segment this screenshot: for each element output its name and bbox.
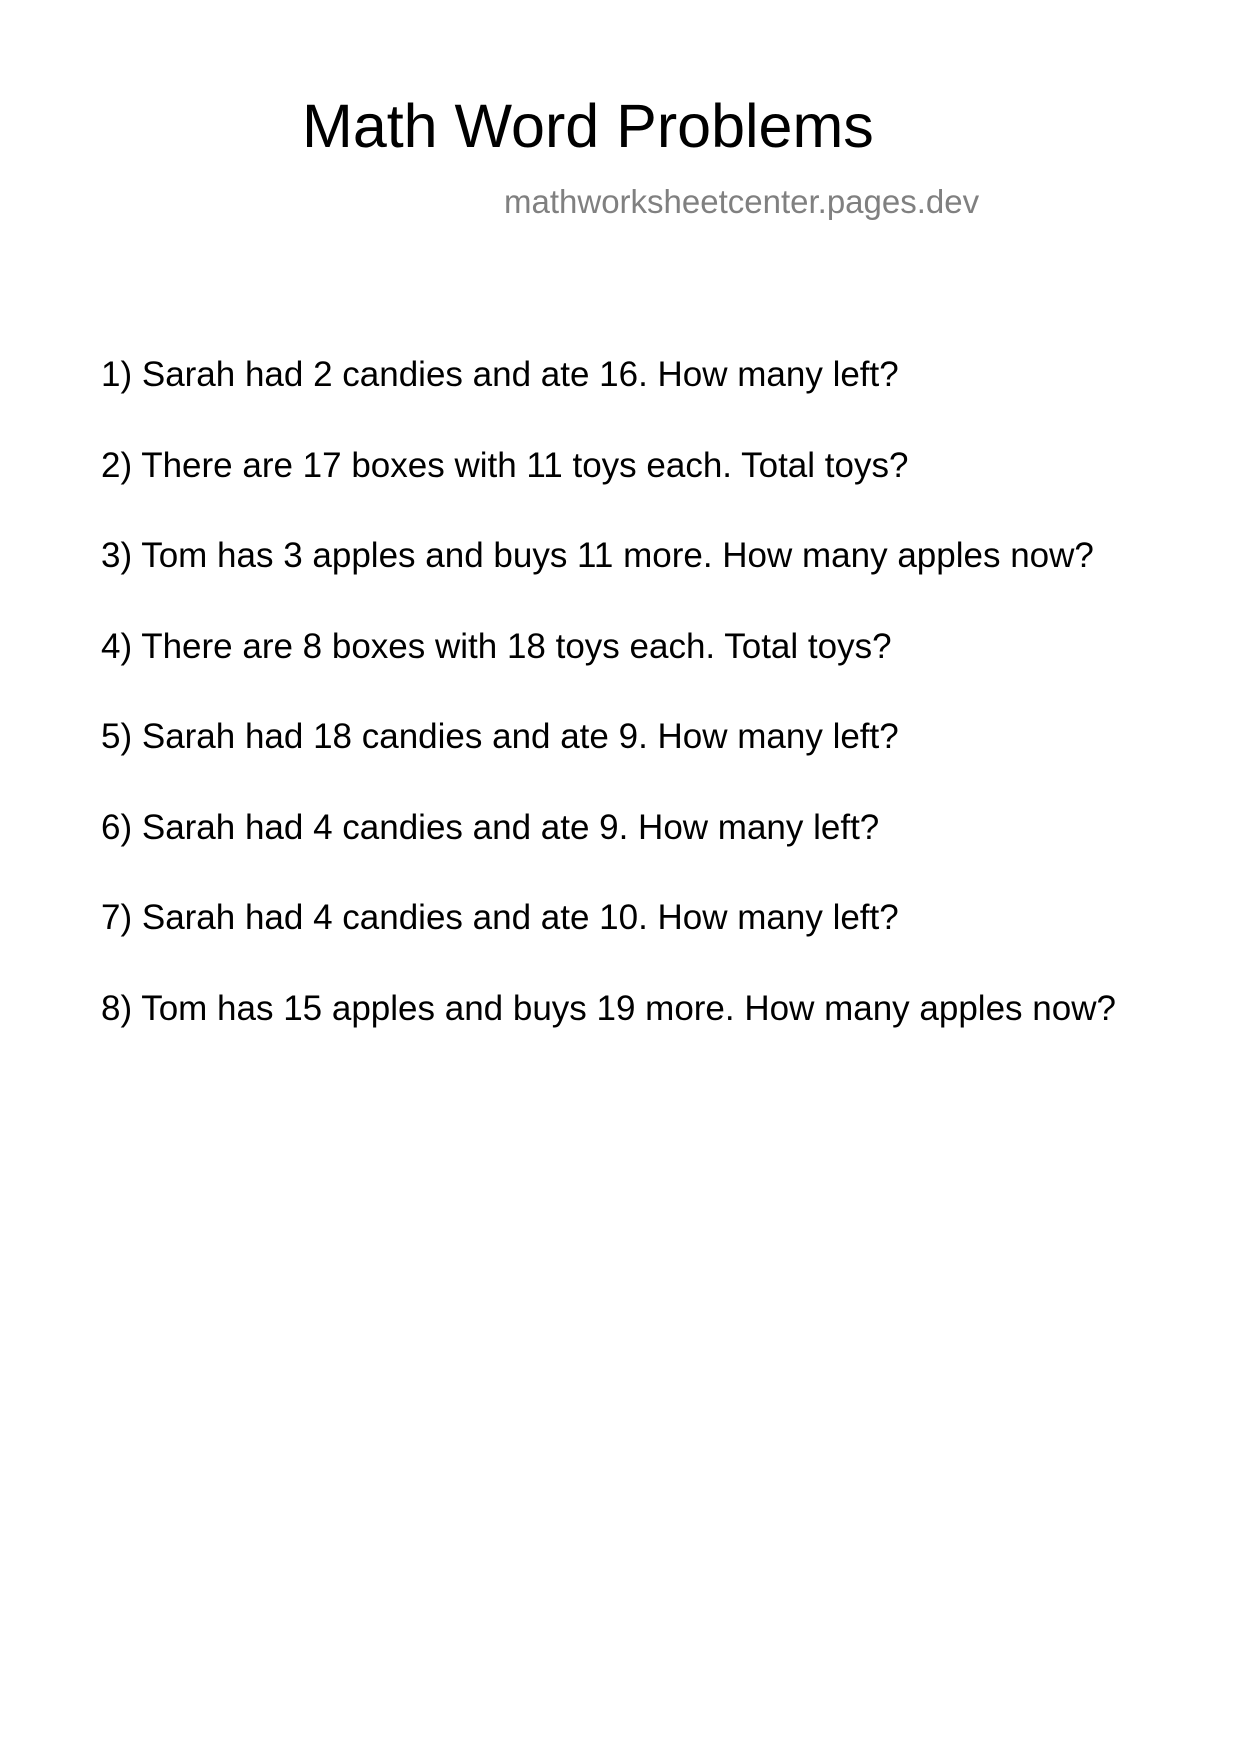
problem-item: 1) Sarah had 2 candies and ate 16. How many left?: [101, 355, 899, 394]
problem-item: 4) There are 8 boxes with 18 toys each. Total toys?: [101, 627, 892, 666]
problem-item: 7) Sarah had 4 candies and ate 10. How many left?: [101, 898, 899, 937]
problem-item: 8) Tom has 15 apples and buys 19 more. How many apples now?: [101, 989, 1116, 1028]
page-title: Math Word Problems: [302, 92, 874, 160]
problem-item: 2) There are 17 boxes with 11 toys each. Total toys?: [101, 446, 909, 485]
site-url: mathworksheetcenter.pages.dev: [504, 183, 980, 220]
problem-item: 3) Tom has 3 apples and buys 11 more. How many apples now?: [101, 536, 1094, 575]
problem-item: 5) Sarah had 18 candies and ate 9. How many left?: [101, 717, 899, 756]
problem-item: 6) Sarah had 4 candies and ate 9. How many left?: [101, 808, 880, 847]
